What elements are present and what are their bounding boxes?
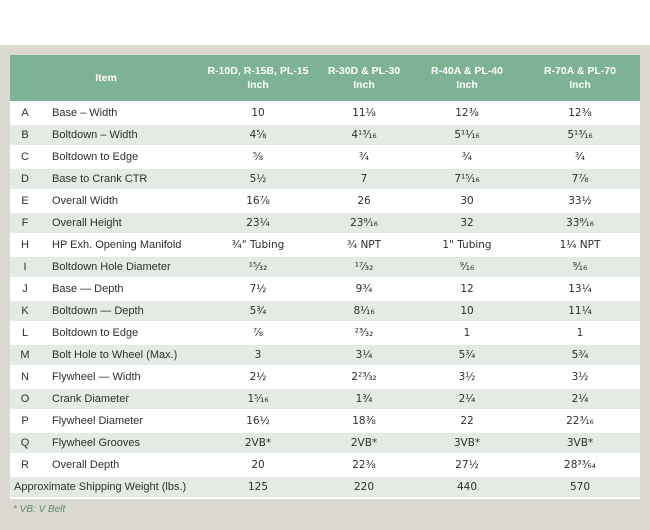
- table-row: [10, 432, 640, 454]
- row-value-2: 22⅜: [314, 454, 414, 476]
- column-unit-label: Inch: [247, 79, 269, 92]
- row-value-4: 28³³⁄₆₄: [520, 454, 640, 476]
- row-value-1: ⅝: [202, 146, 314, 168]
- table-row: [10, 102, 640, 124]
- row-value-2: 3¼: [314, 344, 414, 366]
- row-value-1: 2½: [202, 366, 314, 388]
- table-row: [10, 124, 640, 146]
- column-models-label: R-10D, R-15B, PL-15: [207, 65, 309, 78]
- row-item-label: Flywheel Diameter: [40, 410, 202, 432]
- table-row: [10, 146, 640, 168]
- row-value-1: 2VB*: [202, 432, 314, 454]
- column-header-3: [414, 55, 520, 102]
- row-value-2: 11⅛: [314, 102, 414, 124]
- footnote: * VB: V Belt: [13, 504, 66, 515]
- row-item-label: Crank Diameter: [40, 388, 202, 410]
- row-item-label: Flywheel Grooves: [40, 432, 202, 454]
- table-row: [10, 300, 640, 322]
- row-value-1: 125: [202, 476, 314, 498]
- column-unit-label: Inch: [353, 79, 375, 92]
- row-letter: L: [10, 322, 40, 344]
- header-row: [10, 55, 640, 102]
- row-item-label: Boltdown — Depth: [40, 300, 202, 322]
- table-row: [10, 212, 640, 234]
- row-letter: A: [10, 102, 40, 124]
- row-value-3: 2¼: [414, 388, 520, 410]
- row-item-label: Overall Width: [40, 190, 202, 212]
- row-value-2: ¾ NPT: [314, 234, 414, 256]
- row-value-4: ⁹⁄₁₆: [520, 256, 640, 278]
- table-row: [10, 454, 640, 476]
- row-value-3: 32: [414, 212, 520, 234]
- row-value-4: 2¼: [520, 388, 640, 410]
- row-value-3: 10: [414, 300, 520, 322]
- row-value-2: ¹⁷⁄₃₂: [314, 256, 414, 278]
- row-value-1: ¹⁵⁄₃₂: [202, 256, 314, 278]
- row-value-3: 3½: [414, 366, 520, 388]
- row-letter: F: [10, 212, 40, 234]
- row-value-3: 12⅜: [414, 102, 520, 124]
- row-value-1: 16⅞: [202, 190, 314, 212]
- row-value-4: ¾: [520, 146, 640, 168]
- row-item-label: HP Exh. Opening Manifold: [40, 234, 202, 256]
- row-value-4: 3VB*: [520, 432, 640, 454]
- row-value-1: 5½: [202, 168, 314, 190]
- row-value-2: 8¹⁄₁₆: [314, 300, 414, 322]
- row-value-3: 5¹¹⁄₁₆: [414, 124, 520, 146]
- table-row: [10, 366, 640, 388]
- row-value-2: ²³⁄₃₂: [314, 322, 414, 344]
- row-value-3: 5¾: [414, 344, 520, 366]
- column-header-4: [520, 55, 640, 102]
- row-item-label: Approximate Shipping Weight (lbs.): [10, 476, 202, 498]
- row-letter: R: [10, 454, 40, 476]
- row-value-3: 1" Tubing: [414, 234, 520, 256]
- row-item-label: Boltdown – Width: [40, 124, 202, 146]
- content-area: [0, 45, 650, 530]
- row-value-4: 13¼: [520, 278, 640, 300]
- column-models-label: R-70A & PL-70: [544, 65, 616, 78]
- table-row: [10, 410, 640, 432]
- row-value-1: 20: [202, 454, 314, 476]
- row-value-4: 11¼: [520, 300, 640, 322]
- row-value-4: 570: [520, 476, 640, 498]
- row-value-3: 30: [414, 190, 520, 212]
- row-value-3: 22: [414, 410, 520, 432]
- row-value-2: 9¾: [314, 278, 414, 300]
- row-letter: O: [10, 388, 40, 410]
- row-value-1: 1⁵⁄₁₆: [202, 388, 314, 410]
- row-value-1: 23¼: [202, 212, 314, 234]
- table-row: [10, 322, 640, 344]
- row-value-4: 12⅜: [520, 102, 640, 124]
- row-value-2: 23⁹⁄₁₆: [314, 212, 414, 234]
- row-letter: H: [10, 234, 40, 256]
- row-value-3: ⁹⁄₁₆: [414, 256, 520, 278]
- row-value-3: 1: [414, 322, 520, 344]
- row-value-3: ¾: [414, 146, 520, 168]
- row-item-label: Boltdown to Edge: [40, 146, 202, 168]
- row-value-2: 18⅜: [314, 410, 414, 432]
- table-row: [10, 168, 640, 190]
- row-letter: P: [10, 410, 40, 432]
- row-value-2: 220: [314, 476, 414, 498]
- table-header: [10, 55, 640, 102]
- item-column-header: Item: [10, 55, 202, 102]
- row-letter: N: [10, 366, 40, 388]
- row-value-1: 16½: [202, 410, 314, 432]
- row-letter: E: [10, 190, 40, 212]
- row-item-label: Overall Depth: [40, 454, 202, 476]
- row-value-2: 4¹³⁄₁₆: [314, 124, 414, 146]
- row-value-3: 7¹⁵⁄₁₆: [414, 168, 520, 190]
- row-value-4: 1: [520, 322, 640, 344]
- row-letter: I: [10, 256, 40, 278]
- row-value-2: ¾: [314, 146, 414, 168]
- row-item-label: Boltdown to Edge: [40, 322, 202, 344]
- row-item-label: Boltdown Hole Diameter: [40, 256, 202, 278]
- row-letter: C: [10, 146, 40, 168]
- row-value-1: 5¾: [202, 300, 314, 322]
- row-value-4: 3½: [520, 366, 640, 388]
- row-value-3: 27½: [414, 454, 520, 476]
- row-letter: J: [10, 278, 40, 300]
- row-letter: M: [10, 344, 40, 366]
- row-value-4: 1¼ NPT: [520, 234, 640, 256]
- row-value-3: 3VB*: [414, 432, 520, 454]
- row-value-2: 26: [314, 190, 414, 212]
- table-body: [10, 102, 640, 498]
- row-value-2: 2²³⁄₃₂: [314, 366, 414, 388]
- row-value-4: 5¾: [520, 344, 640, 366]
- column-header-1: [202, 55, 314, 102]
- row-value-1: ¾" Tubing: [202, 234, 314, 256]
- row-item-label: Base — Depth: [40, 278, 202, 300]
- row-letter: Q: [10, 432, 40, 454]
- column-unit-label: Inch: [456, 79, 478, 92]
- row-item-label: Flywheel — Width: [40, 366, 202, 388]
- row-item-label: Overall Height: [40, 212, 202, 234]
- top-white-band: [0, 0, 650, 45]
- row-value-3: 440: [414, 476, 520, 498]
- row-value-3: 12: [414, 278, 520, 300]
- column-models-label: R-30D & PL-30: [327, 65, 401, 78]
- row-letter: B: [10, 124, 40, 146]
- table-row: [10, 476, 640, 498]
- spec-table: [10, 55, 640, 499]
- row-value-1: 4⅝: [202, 124, 314, 146]
- row-value-4: 33½: [520, 190, 640, 212]
- row-item-label: Bolt Hole to Wheel (Max.): [40, 344, 202, 366]
- table-row: [10, 278, 640, 300]
- column-unit-label: Inch: [569, 79, 591, 92]
- row-value-4: 5¹³⁄₁₆: [520, 124, 640, 146]
- row-value-1: 3: [202, 344, 314, 366]
- column-models-label: R-40A & PL-40: [431, 65, 503, 78]
- table-row: [10, 256, 640, 278]
- row-item-label: Base to Crank CTR: [40, 168, 202, 190]
- row-value-4: 22³⁄₁₆: [520, 410, 640, 432]
- row-value-2: 1¾: [314, 388, 414, 410]
- row-value-2: 7: [314, 168, 414, 190]
- row-item-label: Base – Width: [40, 102, 202, 124]
- table-row: [10, 344, 640, 366]
- table-row: [10, 388, 640, 410]
- row-value-1: 7½: [202, 278, 314, 300]
- row-value-2: 2VB*: [314, 432, 414, 454]
- column-header-2: [314, 55, 414, 102]
- row-letter: K: [10, 300, 40, 322]
- table-row: [10, 190, 640, 212]
- row-letter: D: [10, 168, 40, 190]
- row-value-1: ⅞: [202, 322, 314, 344]
- row-value-1: 10: [202, 102, 314, 124]
- table-row: [10, 234, 640, 256]
- row-value-4: 7⅞: [520, 168, 640, 190]
- row-value-4: 33⁹⁄₁₆: [520, 212, 640, 234]
